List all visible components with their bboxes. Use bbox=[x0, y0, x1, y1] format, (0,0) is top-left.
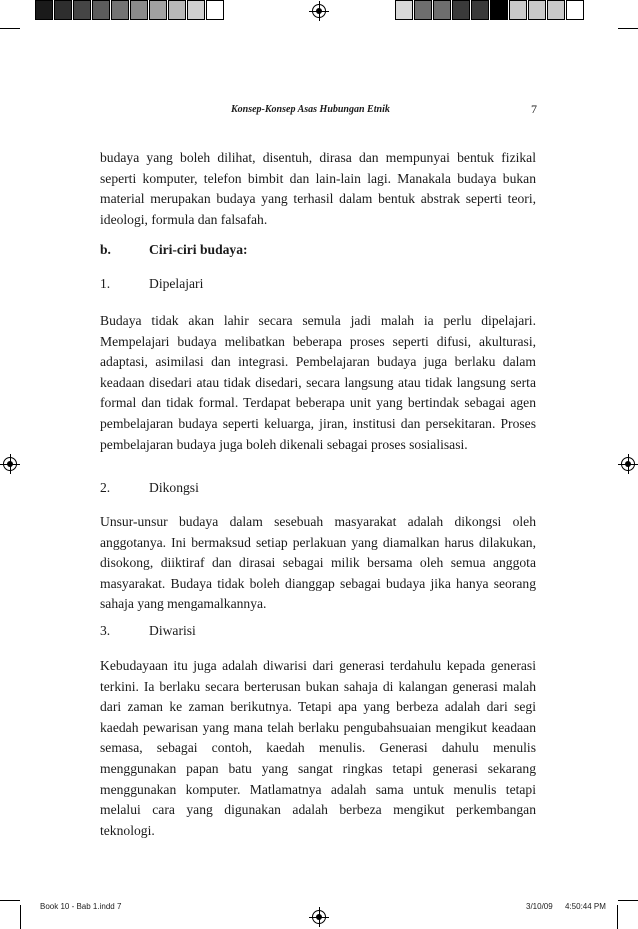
color-swatch bbox=[509, 0, 527, 20]
item-title: Dipelajari bbox=[149, 276, 204, 291]
list-item-heading bbox=[100, 480, 199, 496]
item-marker: 2. bbox=[100, 480, 111, 495]
color-swatch bbox=[528, 0, 546, 20]
paragraph-text: Budaya tidak akan lahir secara semula jadi malah ia perlu dipelajari. Mempelajari budaya melibatkan beberapa proses seperti difusi, akulturasi, adaptasi, asimilasi dan integrasi. Pembelajaran budaya juga berlaku dalam keadaan disedari atau tidak disedari, secara langsung atau tidak langsung serta formal dan tidak formal. Terdapat beberapa unit yang bertindak sebagai agen pembelajaran budaya seperti keluarga, jiran, institusi dan persekitaran. Proses pembelajaran budaya juga boleh dikenali sebagai proses sosialisasi. bbox=[100, 313, 536, 452]
paragraph-text: Unsur-unsur budaya dalam sesebuah masyarakat adalah dikongsi oleh anggotanya. Ini bermaksud setiap perlakuan yang diamalkan harus dilakukan, disokong, diiktiraf dan dirasai sebagai milik bersama oleh semua anggota masyarakat. Budaya tidak boleh dianggap sebagai budaya jika hanya seorang sahaja yang mengamalkannya. bbox=[100, 514, 536, 612]
color-swatch bbox=[187, 0, 205, 20]
color-swatch bbox=[452, 0, 470, 20]
section-title: Ciri-ciri budaya: bbox=[149, 242, 248, 257]
paragraph-text: budaya yang boleh dilihat, disentuh, dirasa dan mempunyai bentuk fizikal seperti komputer, telefon bimbit dan lain-lain lagi. Manakala budaya bukan material merupakan budaya yang terhasil dalam bentuk abstrak seperti teori, ideologi, formula dan falsafah. bbox=[100, 150, 536, 227]
color-swatch bbox=[92, 0, 110, 20]
color-swatch bbox=[490, 0, 508, 20]
color-calibration-bar-left bbox=[35, 0, 225, 20]
crop-mark bbox=[617, 905, 618, 929]
registration-mark-icon bbox=[3, 457, 17, 471]
registration-mark-icon bbox=[312, 910, 326, 924]
color-swatch bbox=[111, 0, 129, 20]
footer-file-info: Book 10 - Bab 1.indd 7 bbox=[40, 902, 122, 911]
item-marker: 3. bbox=[100, 623, 111, 638]
list-item-heading bbox=[100, 276, 203, 292]
paragraph-dikongsi bbox=[100, 512, 536, 615]
color-swatch bbox=[168, 0, 186, 20]
footer-date: 3/10/09 bbox=[526, 902, 553, 911]
paragraph-text: Kebudayaan itu juga adalah diwarisi dari generasi terdahulu kepada generasi terkini. Ia berlaku secara berterusan bukan sahaja di kalangan generasi malah dari zaman ke zaman berikutnya. Tetapi apa yang berbeza adalah dari segi kaedah pewarisan yang mana telah berlaku pengubahsuaian mengikut keadaan semasa, sebagai contoh, kaedah menulis. Generasi dahulu menulis menggunakan papan batu yang sangat ringkas tetapi generasi sekarang menggunakan komputer. Matlamatnya adalah sama untuk menulis tetapi melalui cara yang digunakan adalah berbeza mengikut perkembangan teknologi. bbox=[100, 658, 536, 838]
color-calibration-bar-right bbox=[395, 0, 585, 20]
list-item-heading bbox=[100, 623, 196, 639]
color-swatch bbox=[149, 0, 167, 20]
paragraph-dipelajari bbox=[100, 311, 536, 455]
color-swatch bbox=[433, 0, 451, 20]
crop-mark bbox=[20, 905, 21, 929]
section-marker: b. bbox=[100, 242, 111, 257]
color-swatch bbox=[471, 0, 489, 20]
paragraph-diwarisi bbox=[100, 656, 536, 841]
color-swatch bbox=[395, 0, 413, 20]
color-swatch bbox=[73, 0, 91, 20]
color-swatch bbox=[35, 0, 53, 20]
item-title: Diwarisi bbox=[149, 623, 196, 638]
color-swatch bbox=[566, 0, 584, 20]
footer-time: 4:50:44 PM bbox=[565, 902, 606, 911]
running-title: Konsep-Konsep Asas Hubungan Etnik bbox=[231, 104, 390, 115]
color-swatch bbox=[414, 0, 432, 20]
crop-mark bbox=[618, 28, 638, 29]
crop-mark bbox=[0, 28, 20, 29]
paragraph-intro bbox=[100, 148, 536, 230]
color-swatch bbox=[54, 0, 72, 20]
color-swatch bbox=[130, 0, 148, 20]
registration-mark-icon bbox=[621, 457, 635, 471]
item-title: Dikongsi bbox=[149, 480, 199, 495]
page-number: 7 bbox=[531, 102, 537, 116]
crop-mark bbox=[618, 900, 638, 901]
item-marker: 1. bbox=[100, 276, 111, 291]
crop-mark bbox=[0, 900, 20, 901]
section-heading bbox=[100, 242, 248, 258]
color-swatch bbox=[547, 0, 565, 20]
color-swatch bbox=[206, 0, 224, 20]
registration-mark-icon bbox=[312, 4, 326, 18]
